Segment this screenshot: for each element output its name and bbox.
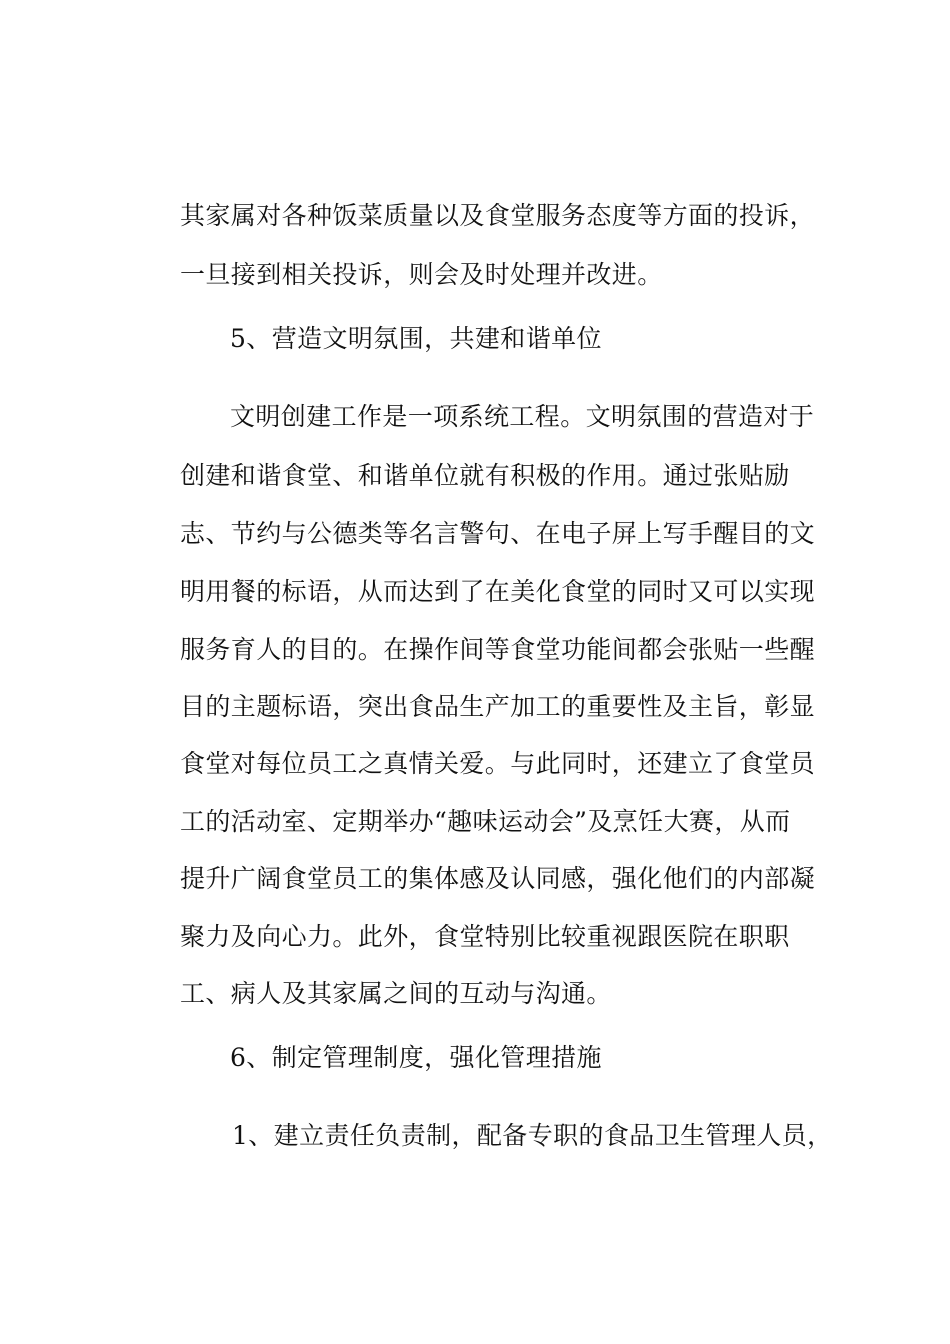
section-5-paragraph-line-2: 创建和谐食堂、和谐单位就有积极的作用。通过张贴励 [180,461,790,490]
section-5-paragraph-line-6: 目的主题标语，突出食品生产加工的重要性及主旨，彰显 [180,692,816,721]
section-5-paragraph-line-4: 明用餐的标语，从而达到了在美化食堂的同时又可以实现 [180,577,816,606]
section-5-heading: 5、营造文明氛围，共建和谐单位 [230,324,602,353]
section-5-paragraph-line-3: 志、节约与公德类等名言警句、在电子屏上写手醒目的文 [180,519,816,548]
continuation-line-2: 一旦接到相关投诉，则会及时处理并改进。 [180,260,663,289]
section-5-paragraph-line-5: 服务育人的目的。在操作间等食堂功能间都会张贴一些醒 [180,635,816,664]
section-6-item-1: 1、建立责任负责制，配备专职的食品卫生管理人员， [232,1121,833,1150]
section-5-paragraph-line-11: 工、病人及其家属之间的互动与沟通。 [180,979,612,1008]
section-6-heading: 6、制定管理制度，强化管理措施 [230,1043,602,1072]
section-5-paragraph-line-7: 食堂对每位员工之真情关爱。与此同时，还建立了食堂员 [180,749,816,778]
section-5-paragraph-line-1: 文明创建工作是一项系统工程。文明氛围的营造对于 [230,402,815,431]
section-5-paragraph-line-8: 工的活动室、定期举办“趣味运动会”及烹饪大赛，从而 [180,807,791,836]
section-5-paragraph-line-10: 聚力及向心力。此外，食堂特别比较重视跟医院在职职 [180,922,790,951]
continuation-line-1: 其家属对各种饭菜质量以及食堂服务态度等方面的投诉， [180,201,816,230]
section-5-paragraph-line-9: 提升广阔食堂员工的集体感及认同感，强化他们的内部凝 [180,864,816,893]
